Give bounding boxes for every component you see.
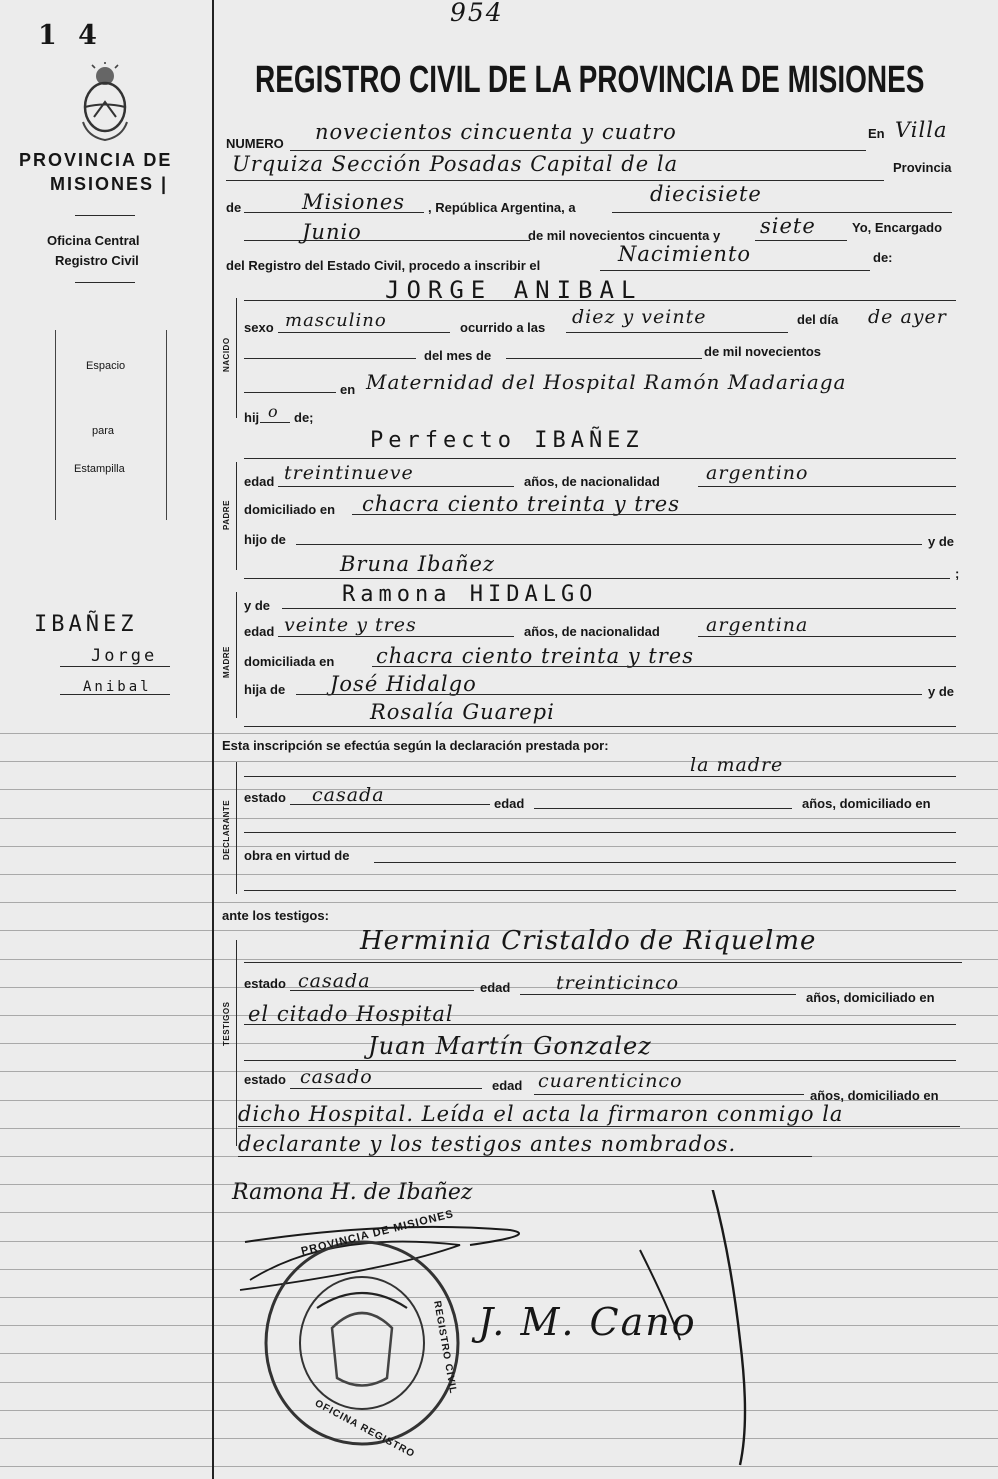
provincia-label: Provincia bbox=[893, 160, 952, 175]
testigos-intro-label: ante los testigos: bbox=[222, 908, 329, 923]
coat-of-arms-icon bbox=[80, 62, 130, 142]
madre-side-label: MADRE bbox=[222, 646, 231, 678]
declarante-edad-label: edad bbox=[494, 796, 525, 811]
testigo1-edad-label: edad bbox=[480, 980, 511, 995]
padre-de-madre: José Hidalgo bbox=[330, 672, 477, 696]
madre-nacionalidad-value: argentina bbox=[706, 614, 809, 636]
madre-yde2-label: y de bbox=[928, 684, 955, 699]
testigo2-name: Juan Martín Gonzalez bbox=[368, 1032, 652, 1060]
testigo1-anos-label: años, domiciliado en bbox=[806, 990, 935, 1005]
madre-name: Ramona HIDALGO bbox=[342, 582, 598, 607]
margin-first-name: Jorge bbox=[91, 646, 158, 666]
testigo2-edad-label: edad bbox=[492, 1078, 523, 1093]
act-value: Nacimiento bbox=[618, 242, 752, 266]
declarante-estado-value: casada bbox=[312, 784, 385, 806]
official-seal bbox=[262, 1238, 462, 1448]
ocurrido-label: ocurrido a las bbox=[460, 320, 546, 335]
padre-edad-label: edad bbox=[244, 474, 275, 489]
hijo-label: hij bbox=[244, 410, 260, 425]
testigo1-domicilio: el citado Hospital bbox=[248, 1002, 454, 1026]
declarante-signature: Ramona H. de Ibañez bbox=[232, 1180, 473, 1205]
seal-text-bottom: OFICINA REGISTRO bbox=[312, 1398, 417, 1461]
madre-edad-value: veinte y tres bbox=[284, 614, 417, 636]
numero-value: novecientos cincuenta y cuatro bbox=[315, 120, 677, 144]
padre-yde-label: y de bbox=[928, 534, 955, 549]
obra-label: obra en virtud de bbox=[244, 848, 350, 863]
madre-hija-label: hija de bbox=[244, 682, 286, 697]
sexo-value: masculino bbox=[285, 310, 387, 331]
province-line2: MISIONES | bbox=[50, 174, 169, 194]
page-title: REGISTRO CIVIL DE LA PROVINCIA DE MISIONES bbox=[255, 58, 925, 100]
ruled-line bbox=[0, 902, 998, 903]
madre-de-padre: Bruna Ibañez bbox=[340, 552, 495, 576]
testigo1-estado-value: casada bbox=[298, 970, 371, 992]
padre-domicilio-label: domiciliado en bbox=[244, 502, 336, 517]
province-line1: PROVINCIA DE bbox=[19, 150, 173, 170]
republica-label: , República Argentina, a bbox=[428, 200, 576, 215]
padre-semicolon: ; bbox=[955, 566, 960, 581]
mes-label: del mes de bbox=[424, 348, 492, 363]
ruled-line bbox=[0, 1071, 998, 1072]
folio-number: 1 4 bbox=[38, 20, 103, 51]
testigos-side-label: TESTIGOS bbox=[222, 1001, 231, 1046]
nacido-side-label: NACIDO bbox=[222, 337, 231, 372]
ruled-line bbox=[0, 846, 998, 847]
madre-yde-label: y de bbox=[244, 598, 271, 613]
padre-name: Perfecto IBAÑEZ bbox=[370, 428, 644, 453]
year-value: siete bbox=[760, 214, 816, 238]
padre-anos-label: años, de nacionalidad bbox=[524, 474, 660, 489]
madre-de-madre: Rosalía Guarepi bbox=[370, 700, 555, 724]
ruled-line bbox=[0, 959, 998, 960]
hour-value: diez y veinte bbox=[572, 306, 707, 328]
padre-domicilio-value: chacra ciento treinta y tres bbox=[362, 492, 680, 516]
dia-label: del día bbox=[797, 312, 839, 327]
numero-label: NUMERO bbox=[226, 136, 284, 151]
dia-value: de ayer bbox=[868, 306, 947, 328]
en-label: En bbox=[868, 126, 885, 141]
mil-label: de mil novecientos bbox=[704, 344, 822, 359]
seal-text-right: REGISTRO CIVIL bbox=[431, 1300, 459, 1396]
hijo-value: o bbox=[268, 402, 279, 421]
encargado-label: Yo, Encargado bbox=[852, 220, 943, 235]
de-label: de bbox=[226, 200, 242, 215]
sexo-label: sexo bbox=[244, 320, 274, 335]
declarante-intro-label: Esta inscripción se efectúa según la declaración prestada por: bbox=[222, 738, 609, 753]
nacido-name: JORGE ANIBAL bbox=[385, 276, 643, 304]
declarante-side-label: DECLARANTE bbox=[222, 799, 231, 860]
madre-edad-label: edad bbox=[244, 624, 275, 639]
nacido-de-label: de; bbox=[294, 410, 314, 425]
province-value: Misiones bbox=[302, 190, 406, 214]
declarante-estado-label: estado bbox=[244, 790, 286, 805]
ruled-line bbox=[0, 818, 998, 819]
registro-label: del Registro del Estado Civil, procedo a inscribir el bbox=[226, 258, 541, 273]
madre-anos-label: años, de nacionalidad bbox=[524, 624, 660, 639]
testigo1-edad-value: treinticinco bbox=[556, 972, 680, 994]
testigo1-name: Herminia Cristaldo de Riquelme bbox=[360, 926, 817, 956]
madre-domicilio-value: chacra ciento treinta y tres bbox=[376, 644, 694, 668]
closing-line-1: dicho Hospital. Leída el acta la firmaron conmigo la bbox=[238, 1102, 844, 1126]
testigo1-estado-label: estado bbox=[244, 976, 286, 991]
padre-nacionalidad-value: argentino bbox=[706, 462, 809, 484]
padre-side-label: PADRE bbox=[222, 500, 231, 530]
testigo2-edad-value: cuarenticinco bbox=[538, 1070, 683, 1092]
top-number: 954 bbox=[450, 0, 504, 27]
ruled-line bbox=[0, 1015, 998, 1016]
lugar-value: Maternidad del Hospital Ramón Madariaga bbox=[366, 370, 847, 394]
seal-text-top: PROVINCIA DE MISIONES bbox=[300, 1208, 456, 1258]
nacido-en-label: en bbox=[340, 382, 356, 397]
stamp-label-1: Espacio bbox=[86, 360, 126, 372]
ruled-line bbox=[0, 761, 998, 762]
testigo2-anos-label: años, domiciliado en bbox=[810, 1088, 939, 1103]
province-line2-text: MISIONES bbox=[50, 174, 155, 194]
ruled-line bbox=[0, 1184, 998, 1185]
office-line2: Registro Civil bbox=[55, 253, 139, 268]
declarante-name: la madre bbox=[690, 754, 784, 776]
ruled-line bbox=[0, 789, 998, 790]
ruled-line bbox=[0, 874, 998, 875]
day-value: diecisiete bbox=[650, 182, 762, 206]
padre-edad-value: treintinueve bbox=[284, 462, 414, 484]
stamp-label-3: Estampilla bbox=[74, 463, 125, 475]
testigo2-estado-value: casado bbox=[300, 1066, 373, 1088]
official-signature: J. M. Cano bbox=[478, 1300, 697, 1344]
declarante-anos-label: años, domiciliado en bbox=[802, 796, 931, 811]
margin-second-name: Anibal bbox=[83, 679, 152, 695]
padre-hijo-label: hijo de bbox=[244, 532, 286, 547]
place-value: Urquiza Sección Posadas Capital de la bbox=[232, 152, 679, 176]
office-line1: Oficina Central bbox=[47, 233, 140, 248]
margin-surname: IBAÑEZ bbox=[34, 612, 138, 637]
year-label: de mil novecientos cincuenta y bbox=[528, 228, 721, 243]
month-value: Junio bbox=[302, 220, 362, 244]
testigo2-estado-label: estado bbox=[244, 1072, 286, 1087]
stamp-label-2: para bbox=[92, 425, 115, 437]
closing-line-2: declarante y los testigos antes nombrados. bbox=[238, 1132, 737, 1156]
en-value: Villa bbox=[895, 118, 948, 142]
de-colon-label: de: bbox=[873, 250, 893, 265]
ruled-line bbox=[0, 1128, 998, 1129]
madre-domicilio-label: domiciliada en bbox=[244, 654, 335, 669]
ruled-line bbox=[0, 733, 998, 734]
